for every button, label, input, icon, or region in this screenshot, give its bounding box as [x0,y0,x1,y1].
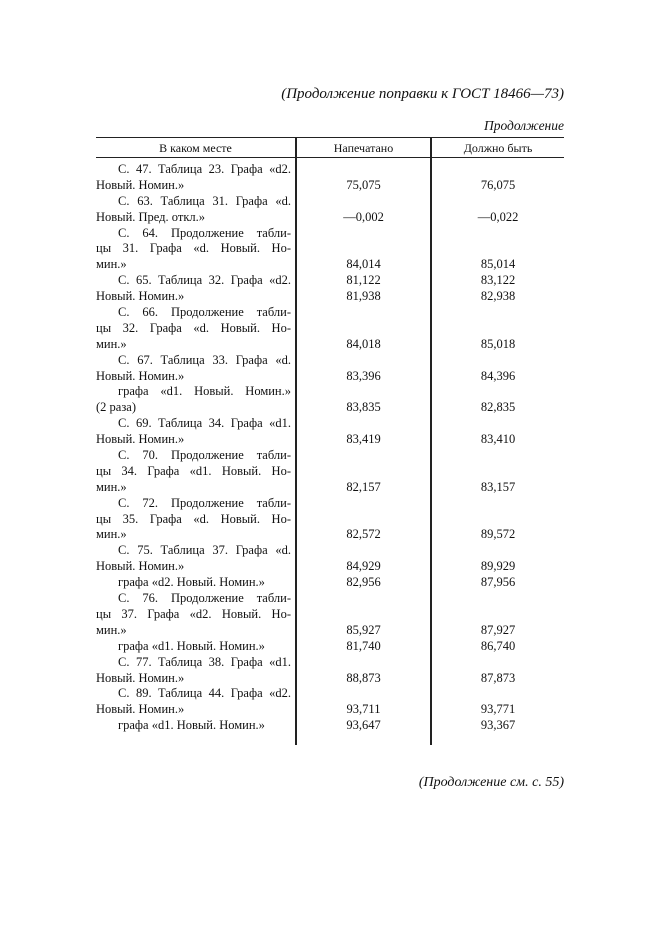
continuation-label: Продолжение [483,118,564,133]
table-row [96,543,564,559]
cell-place: Новый. Номин.» [96,432,185,447]
column-header-place: В каком месте [159,141,232,155]
cell-correct: 82,938 [480,289,516,304]
table-row [96,416,564,432]
cell-correct: 87,956 [480,575,516,590]
page-header-title: (Продолжение поправки к ГОСТ 18466—73) [281,86,564,102]
cell-correct: 93,367 [480,718,516,733]
cell-place: С. 75. Таблица 37. Графа «d. [118,543,291,558]
cell-place: мин.» [96,527,127,542]
cell-place: Новый. Номин.» [96,177,185,192]
cell-place: С. 89. Таблица 44. Графа «d2. [118,686,291,701]
cell-printed: 83,396 [346,368,381,383]
cell-place: С. 72. Продолжение табли- [118,495,291,510]
cell-place: мин.» [96,622,127,637]
table-row [96,591,564,607]
table-row [96,496,564,512]
cell-printed: 75,075 [346,177,381,192]
cell-printed: —0,002 [343,209,384,224]
cell-place: Новый. Номин.» [96,289,185,304]
table-row [96,369,564,385]
cell-place: мин.» [96,257,127,272]
table-body [96,162,564,734]
cell-place: С. 70. Продолжение табли- [118,448,291,463]
table-row [96,226,564,242]
cell-printed: 85,927 [346,622,381,637]
column-header-correct: Должно быть [463,141,533,155]
cell-printed: 81,122 [346,273,381,288]
table-row [96,321,564,337]
table-top-rule [96,137,564,138]
cell-correct: 83,122 [480,273,516,288]
table-row [96,702,564,718]
cell-place: С. 77. Таблица 38. Графа «d1. [118,654,291,669]
table-row [96,178,564,194]
table-row [96,527,564,543]
table-row [96,448,564,464]
cell-correct: 83,157 [480,479,516,494]
cell-correct: 83,410 [480,432,516,447]
cell-correct: 87,927 [480,622,516,637]
cell-place: С. 69. Таблица 34. Графа «d1. [118,416,291,431]
table-row [96,273,564,289]
table-row [96,384,564,400]
table-row [96,480,564,496]
table-row [96,305,564,321]
cell-place: С. 67. Таблица 33. Графа «d. [118,352,291,367]
table-row [96,464,564,480]
cell-correct: 87,873 [480,670,516,685]
cell-correct: 86,740 [480,638,516,653]
cell-place: Новый. Номин.» [96,368,185,383]
cell-printed: 93,647 [346,718,381,733]
column-header-printed: Напечатано [333,141,394,155]
cell-correct: 85,018 [480,336,516,351]
table-row [96,337,564,353]
cell-place: Новый. Номин.» [96,559,185,574]
table-row [96,655,564,671]
cell-place: мин.» [96,479,127,494]
table-row [96,512,564,528]
table-row [96,623,564,639]
table-row [96,607,564,623]
cell-place: С. 63. Таблица 31. Графа «d. [118,193,291,208]
cell-printed: 82,572 [346,527,381,542]
table-row [96,162,564,178]
cell-printed: 83,419 [346,432,381,447]
cell-place: графа «d2. Новый. Номин.» [118,575,265,590]
cell-correct: 82,835 [480,400,516,415]
cell-printed: 83,835 [346,400,381,415]
table-row [96,353,564,369]
cell-place: цы 34. Графа «d1. Новый. Но- [96,463,291,478]
cell-printed: 81,740 [346,638,381,653]
cell-place: графа «d1. Новый. Номин.» [118,638,265,653]
page-footer-continuation: (Продолжение см. с. 55) [418,775,564,790]
cell-correct: —0,022 [477,209,519,224]
table-header-rule [96,157,564,158]
cell-printed: 84,014 [346,257,381,272]
table-row [96,639,564,655]
cell-correct: 89,929 [480,559,516,574]
cell-place: цы 31. Графа «d. Новый. Но- [96,241,291,256]
cell-printed: 82,157 [346,479,381,494]
cell-place: С. 65. Таблица 32. Графа «d2. [118,273,291,288]
cell-place: графа «d1. Новый. Номин.» [118,718,265,733]
cell-place: С. 76. Продолжение табли- [118,591,291,606]
cell-place: Новый. Номин.» [96,702,185,717]
cell-printed: 82,956 [346,575,381,590]
cell-place: Новый. Пред. откл.» [96,209,206,224]
table-row [96,257,564,273]
cell-place: С. 47. Таблица 23. Графа «d2. [118,162,291,176]
table-row [96,194,564,210]
table-row [96,432,564,448]
cell-printed: 93,711 [346,702,381,717]
cell-correct: 76,075 [480,177,516,192]
cell-correct: 89,572 [480,527,516,542]
table-row [96,210,564,226]
cell-place: (2 раза) [96,400,136,415]
cell-correct: 84,396 [480,368,516,383]
cell-place: С. 64. Продолжение табли- [118,225,291,240]
cell-place: Новый. Номин.» [96,670,185,685]
table-row [96,400,564,416]
cell-printed: 81,938 [346,289,381,304]
table-row [96,559,564,575]
cell-place: графа «d1. Новый. Номин.» [118,384,291,399]
table-row [96,289,564,305]
cell-place: цы 35. Графа «d. Новый. Но- [96,511,291,526]
cell-printed: 88,873 [346,670,381,685]
cell-correct: 93,771 [480,702,516,717]
cell-printed: 84,018 [346,336,381,351]
cell-place: мин.» [96,336,127,351]
table-row [96,718,564,734]
cell-place: цы 37. Графа «d2. Новый. Но- [96,606,291,621]
table-row [96,686,564,702]
cell-place: цы 32. Графа «d. Новый. Но- [96,320,291,335]
table-row [96,575,564,591]
cell-place: С. 66. Продолжение табли- [118,305,291,320]
cell-correct: 85,014 [480,257,516,272]
table-row [96,241,564,257]
cell-printed: 84,929 [346,559,381,574]
table-row [96,671,564,687]
